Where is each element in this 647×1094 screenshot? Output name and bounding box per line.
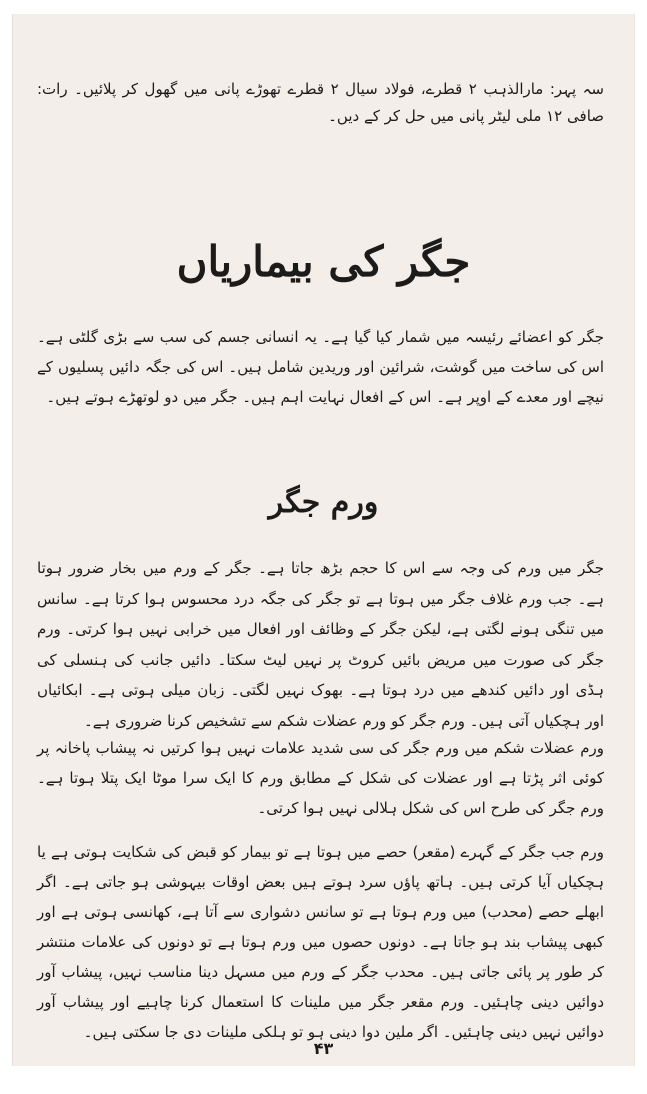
section-heading: ورم جگر bbox=[268, 485, 379, 520]
intro-text: سہ پہر: مارالذہب ۲ قطرے، فولاد سیال ۲ قطرے تھوڑے پانی میں گھول کر پلائیں۔ رات: صافی ۱۲ ملی لیٹر پانی میں حل کر کے دیں۔ bbox=[37, 80, 605, 125]
chapter-heading: جگر کی بیماریاں bbox=[176, 237, 471, 286]
book-page bbox=[12, 14, 635, 1066]
hepatitis-paragraph-3: ورم جب جگر کے گہرے (مقعر) حصے میں ہوتا ہے تو بیمار کو قبض کی شکایت ہوتی ہے یا ہچکیاں آیا کرتی ہیں۔ ہاتھ پاؤں سرد ہوتے ہیں بعض اوقات بیہوشی ہو جاتی ہے۔ اگر ابھلے حصے (محدب) میں ورم ہوتا ہے تو سانس دشواری سے آتا ہے، کھانسی ہوتی ہے اور کبھی پیشاب بند ہو جاتا ہے۔ دونوں حصوں میں ورم ہوتا ہے تو دونوں کی علامات منتشر کر طور پر پائی جاتی ہیں۔ محدب جگر کے ورم میں مسہل دینا مناسب نہیں، پیشاب آور دوائیں دینی چاہئیں۔ ورم مقعر جگر میں ملینات کا استعمال کرنا چاہیے اور پیشاب آور دوائیں نہیں دینی چاہئیں۔ اگر ملین دوا دینی ہو تو ہلکی ملینات دی جا سکتی ہیں۔ bbox=[37, 843, 604, 1041]
hepatitis-paragraph-1: جگر میں ورم کی وجہ سے اس کا حجم بڑھ جاتا ہے۔ جگر کے ورم میں بخار ضرور ہوتا ہے۔ جب ورم غلاف جگر میں ہوتا ہے تو جگر کی جگہ درد محسوس ہوا کرتا ہے۔ سانس میں تنگی ہونے لگتی ہے، لیکن جگر کے وظائف اور افعال میں خرابی نہیں ہوا کرتی۔ ورم جگر کی صورت میں مریض بائیں کروٹ پر نہیں لیٹ سکتا۔ دائیں جانب کی ہنسلی کی ہڈی اور دائیں کندھے میں درد ہوتا ہے۔ بھوک نہیں لگتی۔ زبان میلی ہوتی ہے۔ ابکائیاں اور ہچکیاں آتی ہیں۔ ورم جگر کو ورم عضلات شکم سے تشخیص کرنا ضروری ہے۔ bbox=[37, 559, 604, 730]
liver-paragraph: جگر کو اعضائے رئیسہ میں شمار کیا گیا ہے۔ یہ انسانی جسم کی سب سے بڑی گلٹی ہے۔ اس کی ساخت میں گوشت، شرائین اور وریدین شامل ہیں۔ اس کی جگہ دائیں پسلیوں کے نیچے اور معدے کے اوپر ہے۔ اس کے افعال نہایت اہم ہیں۔ جگر میں دو لوتھڑے ہوتے ہیں۔ bbox=[37, 328, 604, 406]
hepatitis-paragraph-2: ورم عضلات شکم میں ورم جگر کی سی شدید علامات نہیں ہوا کرتیں نہ پیشاب پاخانہ پر کوئی اثر پڑتا ہے اور عضلات کی شکل کے مطابق ورم کا ایک سرا موٹا ایک پتلا ہوتا ہے۔ ورم جگر کی طرح اس کی شکل ہلالی نہیں ہوا کرتی۔ bbox=[37, 739, 604, 817]
page-number: ۴۳ bbox=[313, 1039, 334, 1058]
